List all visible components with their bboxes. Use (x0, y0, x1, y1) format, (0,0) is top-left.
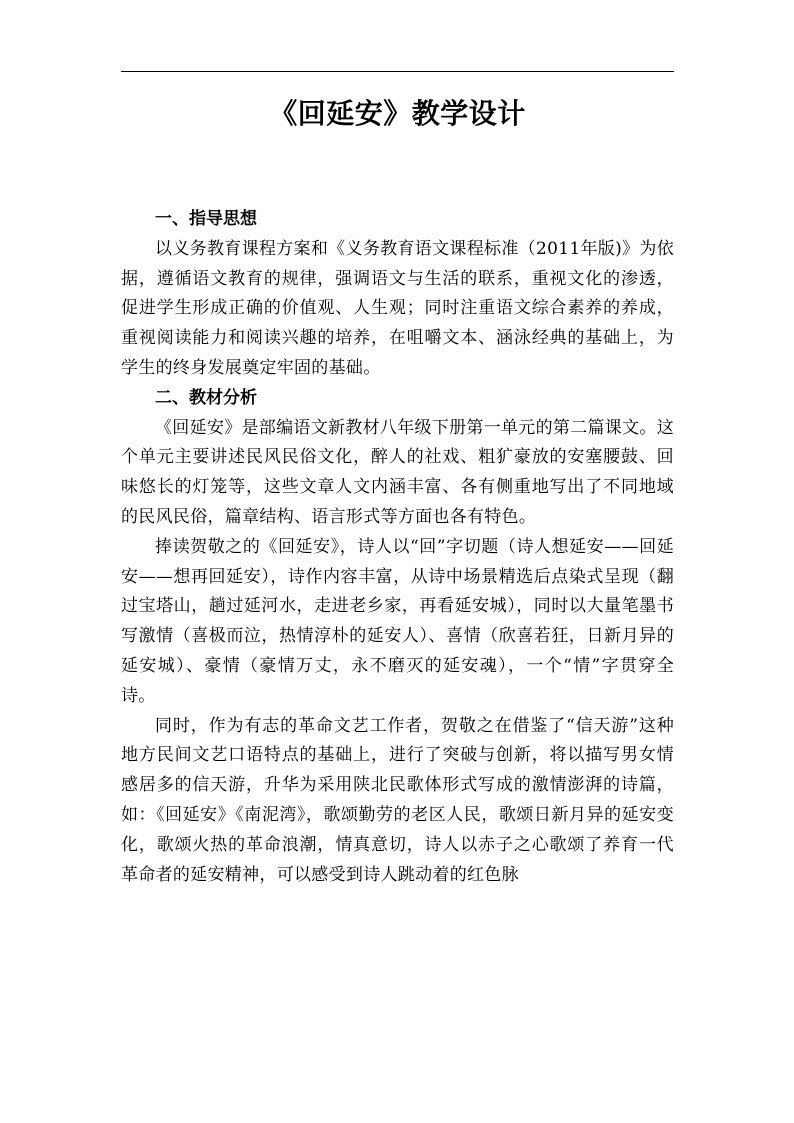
paragraph-textbook-overview: 《回延安》是部编语文新教材八年级下册第一单元的第二篇课文。这个单元主要讲述民风民俗文化，醉人的社戏、粗犷豪放的安塞腰鼓、回味悠长的灯笼等，这些文章人文内涵丰富、各有侧重地写出了不同地域的民风民俗，篇章结构、语言形式等方面也各有特色。 (121, 417, 674, 527)
section-heading-textbook-analysis: 二、教材分析 (155, 387, 257, 408)
document-body (121, 205, 674, 890)
paragraph-poem-innovation: 同时，作为有志的革命文艺工作者，贺敬之在借鉴了“信天游”这种地方民间文艺口语特点的基础上，进行了突破与创新，将以描写男女情感居多的信天游，升华为采用陕北民歌体形式写成的激情澎湃的诗篇，如：《回延安》《南泥湾》，歌颂勤劳的老区人民，歌颂日新月异的延安变化，歌颂火热的革命浪潮，情真意切，诗人以赤子之心歌颂了养育一代革命者的延安精神，可以感受到诗人跳动着的红色脉 (121, 715, 674, 885)
header-rule (121, 71, 674, 72)
paragraph-poem-content: 捧读贺敬之的《回延安》，诗人以“回”字切题（诗人想延安——回延安——想再回延安），诗作内容丰富，从诗中场景精选后点染式呈现（翻过宝塔山，趟过延河水，走进老乡家，再看延安城），同时以大量笔墨书写激情（喜极而泣，热情淳朴的延安人）、喜情（欣喜若狂，日新月异的延安城）、豪情（豪情万丈，永不磨灭的延安魂），一个“情”字贯穿全诗。 (121, 536, 674, 706)
section-heading-guiding-ideology: 一、指导思想 (155, 209, 257, 229)
document-title: 《回延安》教学设计 (269, 97, 526, 130)
paragraph-guiding-ideology: 以义务教育课程方案和《义务教育语文课程标准（2011年版)》为依据，遵循语文教育的规律，强调语文与生活的联系，重视文化的渗透，促进学生形成正确的价值观、人生观；同时注重语文综合素养的养成，重视阅读能力和阅读兴趣的培养，在咀嚼文本、涵泳经典的基础上，为学生的终身发展奠定牢固的基础。 (121, 238, 674, 378)
